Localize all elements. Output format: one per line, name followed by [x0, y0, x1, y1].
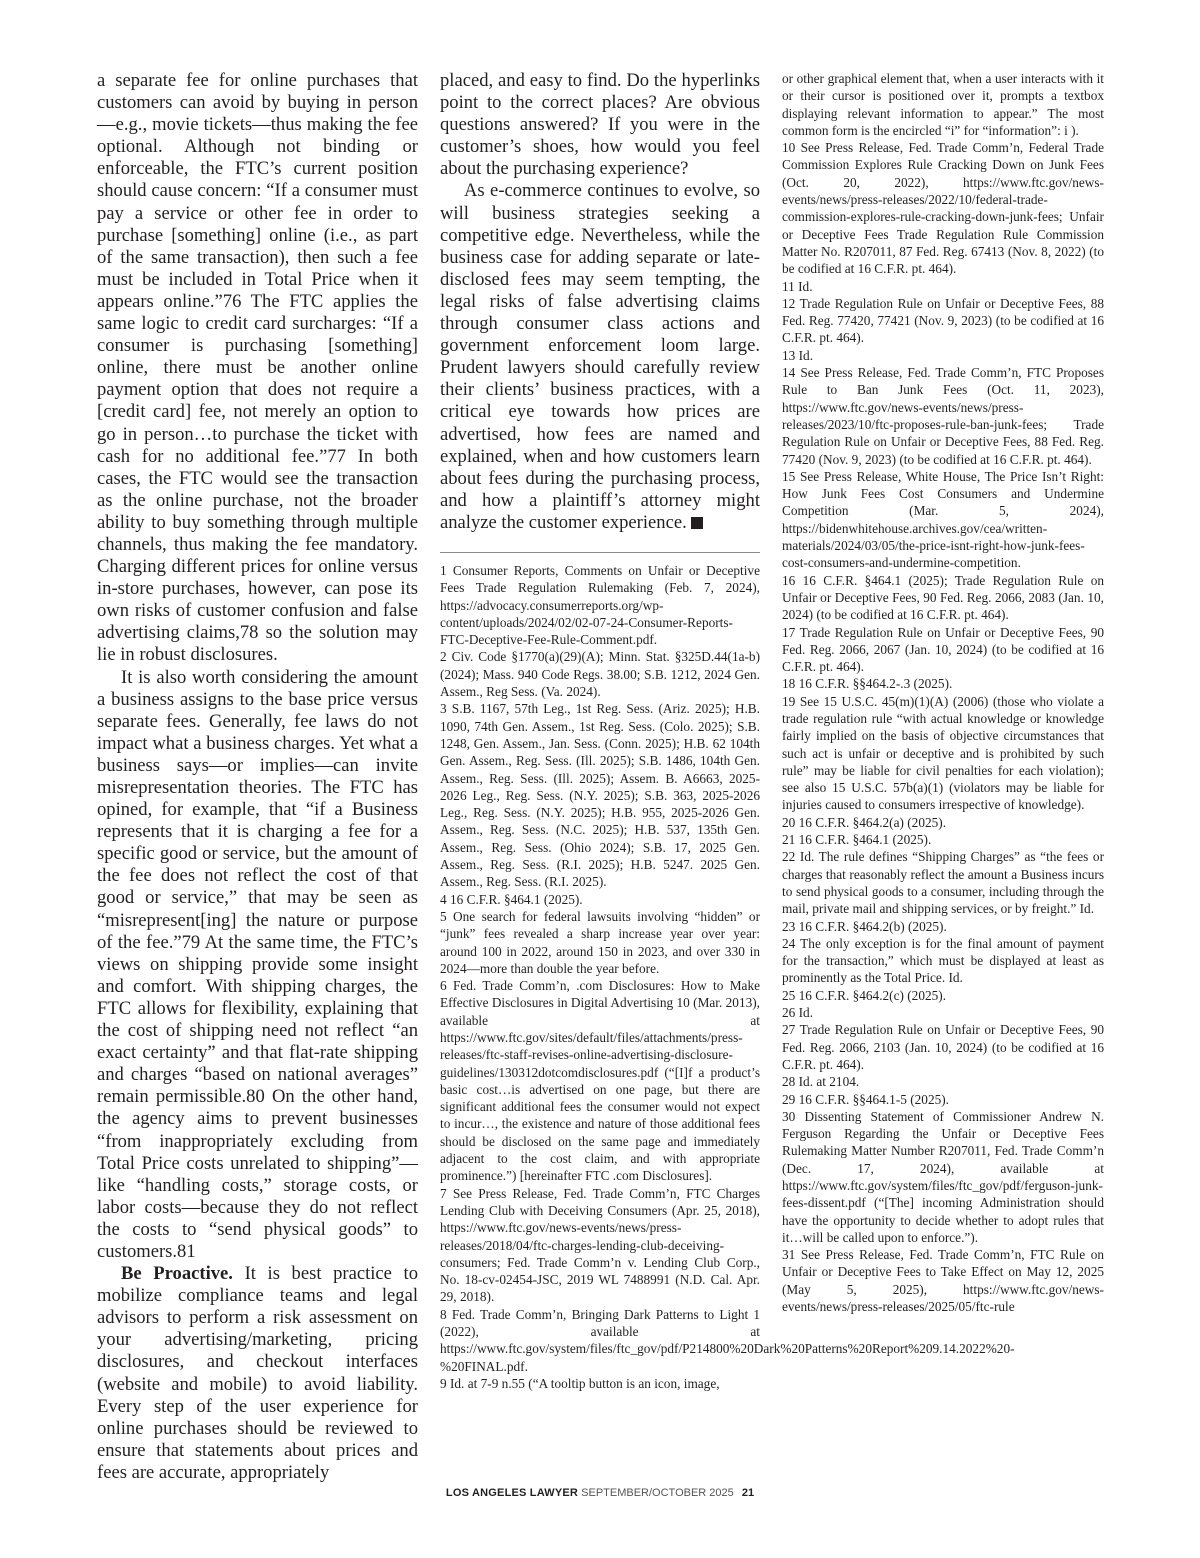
- footnote: 17 Trade Regulation Rule on Unfair or Deceptive Fees, 90 Fed. Reg. 2066, 2067 (Jan. 10, 2024) (to be codified at 16 C.F.R. pt. 464).: [782, 624, 1104, 675]
- footnote: 16 16 C.F.R. §464.1 (2025); Trade Regulation Rule on Unfair or Deceptive Fees, 90 Fed. Reg. 2066, 2083 (Jan. 10, 2024) (to be codified at 16 C.F.R. pt. 464).: [782, 572, 1104, 623]
- body-paragraph: a separate fee for online purchases that customers can avoid by buying in person—e.g., movie tickets—thus making the fee optional. Although not binding or enforceable, the FTC’s current position should cause concern: “If a consumer must pay a service or other fee in order to purchase [something] online (i.e., as part of the same transaction), then such a fee must be included in Total Price when it appears online.”76 The FTC applies the same logic to credit card surcharges: “If a consumer is purchasing [something] online, there must be another online payment option that does not require a [credit card] fee, not merely an option to go in person…to purchase the ticket with cash for no additional fee.”77 In both cases, the FTC would see the transaction as the online purchase, not the broader ability to buy something through multiple channels, thus making the fee mandatory. Charging different prices for online versus in-store purchases, however, can pose its own risks of customer confusion and false advertising claims,78 so the solution may lie in robust disclosures.: [97, 70, 418, 666]
- footnote: 24 The only exception is for the final amount of payment for the transaction,” which must be displayed at least as prominently as the Total Price. Id.: [782, 935, 1104, 986]
- footnote: 10 See Press Release, Fed. Trade Comm’n, Federal Trade Commission Explores Rule Cracking Down on Junk Fees (Oct. 20, 2022), https://www.ftc.gov/news-events/news/press-releases/2022/10/federal-trade-commission-explores-rule-cracking-down-junk-fees; Unfair or Deceptive Fees Trade Regulation Rule Commission Matter No. R207011, 87 Fed. Reg. 67413 (Nov. 8, 2022) (to be codified at 16 C.F.R. pt. 464).: [782, 140, 1104, 277]
- footnote: 11 Id.: [782, 278, 813, 294]
- body-text: As e-commerce continues to evolve, so will business strategies seeking a competitive edge. Nevertheless, while the business case for adding separate or late-disclosed fees may seem tempting, the legal risks of false advertising claims through consumer class actions and government enforcement loom large. Prudent lawyers should carefully review their clients’ business practices, with a critical eye towards how prices are advertised, how fees are named and explained, when and how customers learn about fees during the purchasing process, and how a plaintiff’s attorney might analyze the customer experience.: [440, 180, 760, 533]
- footnote: 14 See Press Release, Fed. Trade Comm’n, FTC Proposes Rule to Ban Junk Fees (Oct. 11, 2023), https://www.ftc.gov/news-events/news/press-releases/2023/10/ftc-proposes-rule-ban-junk-fees; Trade Regulation Rule on Unfair or Deceptive Fees, 88 Fed. Reg. 77420 (Nov. 9, 2023) (to be codified at 16 C.F.R. pt. 464).: [782, 365, 1104, 467]
- footnote: 15 See Press Release, White House, The Price Isn’t Right: How Junk Fees Cost Consumers and Undermine Competition (Mar. 5, 2024), https://bidenwhitehouse.archives.gov/cea/written-materials/2024/03/05/the-price-isnt-right-how-junk-fees-cost-consumers-and-undermine-competition.: [782, 468, 1104, 571]
- footnote: 22 Id. The rule defines “Shipping Charges” as “the fees or charges that reasonably reflect the amount a Business incurs to send physical goods to a consumer, including through the mail, private mail and shipping services, or by freight.” Id.: [782, 849, 1104, 917]
- footnote: 31 See Press Release, Fed. Trade Comm’n, FTC Rule on Unfair or Deceptive Fees to Take Effect on May 12, 2025 (May 5, 2025), https://www.ftc.gov/news-events/news/press-releases/2025/05/ftc-rule: [782, 1247, 1104, 1315]
- page-number: 21: [741, 1487, 755, 1499]
- footnote: 13 Id.: [782, 347, 814, 363]
- footnote: 12 Trade Regulation Rule on Unfair or Deceptive Fees, 88 Fed. Reg. 77420, 77421 (Nov. 9, 2023) (to be codified at 16 C.F.R. pt. 464).: [782, 295, 1104, 346]
- footnote: 29 16 C.F.R. §§464.1-5 (2025).: [782, 1091, 949, 1107]
- body-paragraph: [440, 180, 760, 534]
- footnote: 6 Fed. Trade Comm’n, .com Disclosures: How to Make Effective Disclosures in Digital Advertising 10 (Mar. 2013), available at https://www.ftc.gov/sites/default/files/attachments/press-releases/ftc-staff-revises-online-advertising-disclosure-guidelines/130312dotcomdisclosures.pdf (“[I]f a product’s basic cost…is advertised on one page, but there are significant additional fees the consumer would not expect to incur…, the existence and nature of those additional fees should be disclosed on the same page and immediately adjacent to the cost claim, and with appropriate prominence.”) [hereinafter FTC .com Disclosures].: [440, 978, 760, 1184]
- page-footer: [0, 1487, 1200, 1499]
- footnote: 20 16 C.F.R. §464.2(a) (2025).: [782, 814, 947, 830]
- end-of-article-mark: [691, 517, 703, 529]
- issue-date: SEPTEMBER/OCTOBER 2025: [581, 1487, 734, 1499]
- footnote: 26 Id.: [782, 1005, 814, 1021]
- footnote: 25 16 C.F.R. §464.2(c) (2025).: [782, 987, 947, 1003]
- body-paragraph: It is also worth considering the amount a business assigns to the base price versus separate fees. Generally, fee laws do not impact what a business charges. Yet what a business says—or implies—can invite misrepresentation theories. The FTC has opined, for example, that “if a Business represents that it is charging a fee for a specific good or service, but the amount of the fee does not reflect the cost of that good or service,” that may be seen as “misrepresent[ing] the nature or purpose of the fee.”79 At the same time, the FTC’s views on shipping provide some insight and comfort. With shipping charges, the FTC allows for flexibility, explaining that the cost of shipping need not reflect “an exact certainty” and that flat-rate shipping and charges “based on national averages” remain permissible.80 On the other hand, the agency aims to prevent businesses “from inappropriately excluding from Total Price costs unrelated to shipping”—like “handling costs,” storage costs, or labor costs—because they do not reflect the costs to “send physical goods” to customers.81: [97, 666, 418, 1262]
- footnote: 1 Consumer Reports, Comments on Unfair or Deceptive Fees Trade Regulation Rulemaking (Feb. 7, 2024), https://advocacy.consumerreports.org/wp-content/uploads/2024/02/02-07-24-Consumer-Reports-FTC-Deceptive-Fee-Rule-Comment.pdf.: [440, 562, 760, 648]
- publication-name: LOS ANGELES LAWYER: [445, 1487, 579, 1499]
- footnote: 3 S.B. 1167, 57th Leg., 1st Reg. Sess. (Ariz. 2025); H.B. 1090, 74th Gen. Assem., 1st Reg. Sess. (Colo. 2025); S.B. 1248, Gen. Assem., Jan. Sess. (Conn. 2025); H.B. 62 104th Gen. Assem., Reg. Sess. (Ill. 2025); S.B. 1486, 104th Gen. Assem., Reg. Sess. (Ill. 2025); Assem. B. A6663, 2025-2026 Leg., Reg. Sess. (N.Y. 2025); S.B. 363, 2025-2026 Leg., Reg. Sess. (N.Y. 2025); H.B. 955, 2025-2026 Gen. Assem., Reg. Sess. (N.C. 2025); H.B. 537, 135th Gen. Assem., Reg. Sess. (Ohio 2024); S.B. 17, 2025 Gen. Assem., Reg. Sess. (R.I. 2025); H.B. 5247. 2025 Gen. Assem., Reg. Sess. (R.I. 2025).: [440, 701, 760, 890]
- footnote: 8 Fed. Trade Comm’n, Bringing Dark Patterns to Light 1 (2022), available at https://www.ftc.gov/system/files/ftc_gov/pdf/P214800%20Dark%20Patterns%20Report%209.14.2022%20-%20FINAL.pdf.: [440, 1306, 1015, 1374]
- body-paragraph: placed, and easy to find. Do the hyperlinks point to the correct places? Are obvious questions answered? If you were in the customer’s shoes, how would you feel about the purchasing experience?: [440, 70, 760, 180]
- body-text: It is best practice to mobilize compliance teams and legal advisors to perform a risk assessment on your advertising/marketing, pricing disclosures, and checkout interfaces (website and mobile) to avoid liability. Every step of the user experience for online purchases should be reviewed to ensure that statements about prices and fees are accurate, appropriately: [97, 1263, 419, 1483]
- footnote: 30 Dissenting Statement of Commissioner Andrew N. Ferguson Regarding the Unfair or Deceptive Fees Rulemaking Matter Number R207011, Fed. Trade Comm’n (Dec. 17, 2024), available at https://www.ftc.gov/system/files/ftc_gov/pdf/ferguson-junk-fees-dissent.pdf (“[The] incoming Administration should have the opportunity to decide whether to adopt rules that it…will be called upon to enforce.”).: [782, 1108, 1104, 1245]
- column-3: [782, 70, 1104, 1315]
- footnote: 9 Id. at 7-9 n.55 (“A tooltip button is an icon, image,: [440, 1375, 720, 1391]
- footnote: 28 Id. at 2104.: [782, 1074, 860, 1090]
- footnote: 18 16 C.F.R. §§464.2-.3 (2025).: [782, 676, 953, 692]
- footnote: 23 16 C.F.R. §464.2(b) (2025).: [782, 918, 947, 934]
- column-1: [97, 70, 418, 1484]
- body-paragraph: [97, 1263, 418, 1484]
- footnote: 21 16 C.F.R. §464.1 (2025).: [782, 832, 932, 848]
- footnote: 7 See Press Release, Fed. Trade Comm’n, FTC Charges Lending Club with Deceiving Consumers (Apr. 25, 2018), https://www.ftc.gov/news-events/news/press-releases/2018/04/ftc-charges-lending-club-deceiving-consumers; Fed. Trade Comm’n v. Lending Club Corp., No. 18-cv-02454-JSC, 2019 WL 7488991 (N.D. Cal. Apr. 29, 2018).: [440, 1185, 760, 1305]
- footnote: 27 Trade Regulation Rule on Unfair or Deceptive Fees, 90 Fed. Reg. 2066, 2103 (Jan. 10, 2024) (to be codified at 16 C.F.R. pt. 464).: [782, 1022, 1104, 1072]
- footnote: 4 16 C.F.R. §464.1 (2025).: [440, 891, 583, 907]
- footnote: or other graphical element that, when a user interacts with it or their cursor is positioned over it, prompts a textbox displaying relevant information to appear.” The most common form is the encircled “i” for “information”: i ).: [782, 71, 1104, 138]
- footnote: 5 One search for federal lawsuits involving “hidden” or “junk” fees revealed a sharp increase year over year: around 100 in 2022, around 150 in 2023, and over 330 in 2024—more than double the year before.: [440, 908, 760, 976]
- footnote: 2 Civ. Code §1770(a)(29)(A); Minn. Stat. §325D.44(1a-b) (2024); Mass. 940 Code Regs. 38.00; S.B. 1212, 2024 Gen. Assem., Reg Sess. (Va. 2024).: [440, 649, 760, 700]
- footnote-divider: [440, 552, 760, 553]
- run-in-heading: Be Proactive.: [121, 1263, 233, 1285]
- footnote: 19 See 15 U.S.C. 45(m)(1)(A) (2006) (those who violate a trade regulation rule “with actual knowledge or knowledge fairly implied on the basis of objective circumstances that such act is unfair or deceptive and is prohibited by such rule” may be liable for civil penalties for each violation); see also 15 U.S.C. 57b(a)(1) (violators may be liable for injuries caused to consumers irrespective of knowledge).: [782, 693, 1104, 813]
